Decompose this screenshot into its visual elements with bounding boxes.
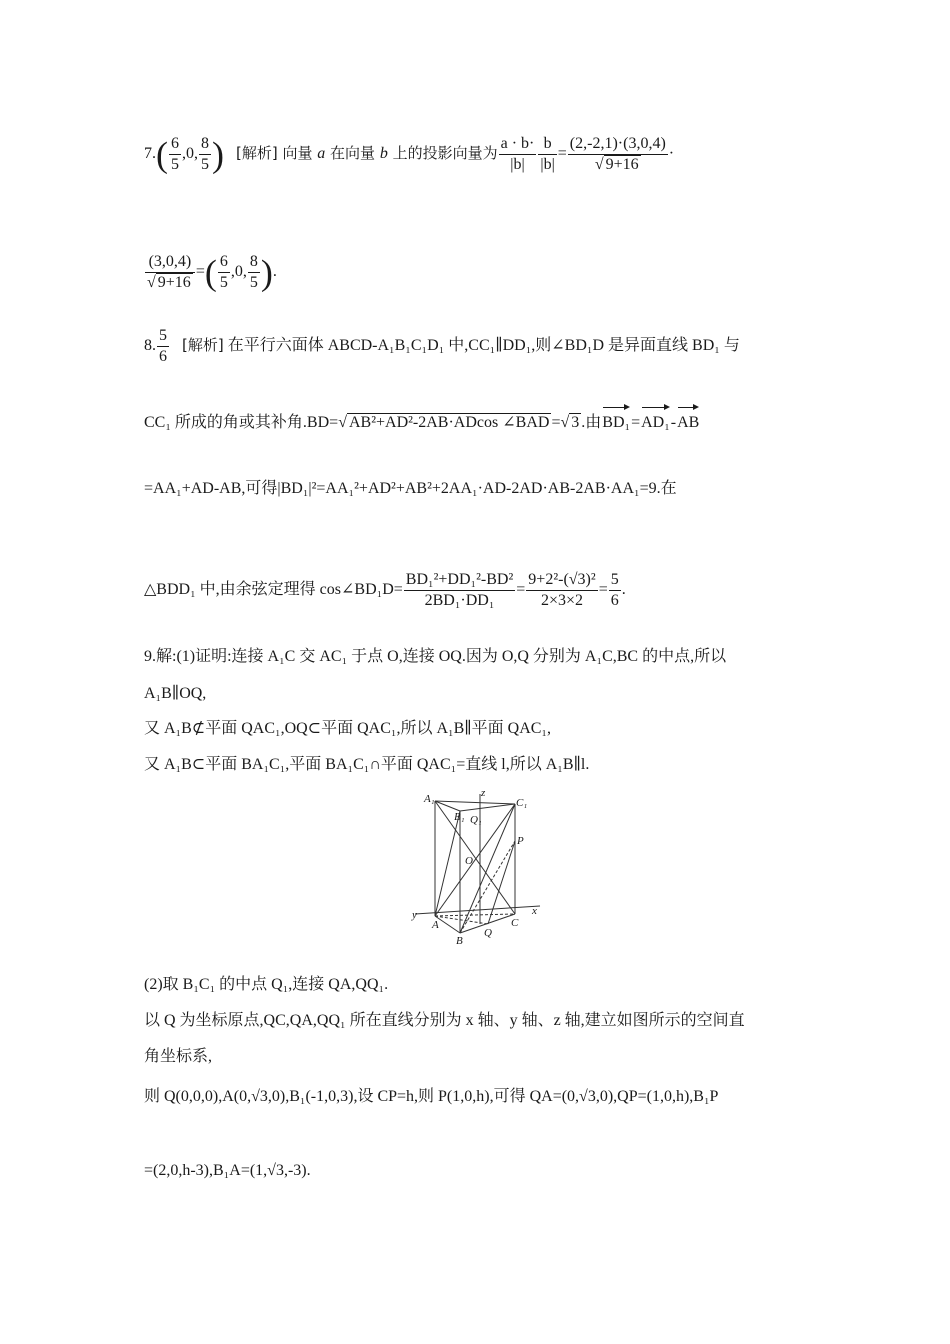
p9-line-8: 则 Q(0,0,0),A(0,√3,0),B₁(-1,0,3),设 CP=h,则 P(1,0,h),可得 QA=(0,√3,0),QP=(1,0,h),B₁P bbox=[144, 1088, 719, 1105]
label-z: z bbox=[481, 787, 486, 799]
p7-result-frac-1: $\frac{6}{5}$ bbox=[219, 253, 228, 291]
p9-line-2: A₁B∥OQ, bbox=[144, 685, 207, 702]
p7-analysis-tag: [解析] bbox=[236, 144, 278, 163]
p8-line-3: =AA₁+AD-AB,可得|BD₁|²=AA₁²+AD²+AB²+2AA₁·AD-2AD·AB-2AB·AA₁=9.在 bbox=[144, 480, 677, 497]
p7-line-1: 7.( $\frac{6}{5}$ ,0, $\frac{8}{5}$ ) [解析] 向量 a 在向量 b 上的投影向量为 $\frac{a \cdot b\cdot}{|b|}$ $\frac{b}{|b|}$ = $\frac{(2,-2,1)\cdot(3,0,4)}{√ 9+16}$ · bbox=[144, 134, 675, 175]
p7-frac-1: $\frac{a \cdot b\cdot}{|b|}$ bbox=[500, 135, 535, 173]
p8-answer-frac: $\frac{5}{6}$ bbox=[159, 327, 167, 365]
label-a: A bbox=[432, 919, 439, 931]
p8-line-2: CC₁ 所成的角或其补角.BD=√ AB²+AD²-2AB·ADcos ∠BAD =√ 3 .由BD₁=AD₁-AB bbox=[144, 404, 700, 434]
p8-line-4: △BDD₁ 中,由余弦定理得 cos∠BD₁D= $\frac{\text{BD₁²+DD₁²-BD²}}{\text{2BD₁·DD₁}}$ = $\frac{\text{9+2²-(√3)²}}{2\times 3\times 2}$ = $\frac{5}{6}$ . bbox=[144, 571, 626, 609]
label-a1: A₁ bbox=[424, 793, 435, 805]
p8-line-1: 8. $\frac{5}{6}$ [解析] 在平行六面体 ABCD-A₁B₁C₁D₁ 中,CC₁∥DD₁,则∠BD₁D 是异面直线 BD₁ 与 bbox=[144, 327, 740, 365]
label-y: y bbox=[412, 909, 417, 921]
p9-line-5: (2)取 B₁C₁ 的中点 Q₁,连接 QA,QQ₁. bbox=[144, 976, 389, 993]
p7-frac-4: $\frac{(3,0,4)}{√ 9+16}$ bbox=[145, 252, 195, 293]
p8-cos-frac-3: $\frac{5}{6}$ bbox=[610, 571, 619, 609]
p9-line-3: 又 A₁B⊄平面 QAC₁,OQ⊂平面 QAC₁,所以 A₁B∥平面 QAC₁, bbox=[144, 720, 552, 737]
p7-line-2: $\frac{(3,0,4)}{√ 9+16}$ =( $\frac{6}{5}$ ,0, $\frac{8}{5}$ ). bbox=[147, 252, 277, 293]
label-c: C bbox=[511, 917, 519, 929]
p9-line-9: =(2,0,h-3),B₁A=(1,√3,-3). bbox=[144, 1162, 311, 1179]
vector-ab: AB bbox=[677, 404, 699, 434]
label-c1: C₁ bbox=[516, 797, 528, 809]
label-o: O bbox=[465, 855, 473, 867]
p8-cos-frac-1: $\frac{\text{BD₁²+DD₁²-BD²}}{\text{2BD₁·DD₁}}$ bbox=[405, 571, 514, 609]
p8-radical: AB²+AD²-2AB·ADcos ∠BAD bbox=[348, 414, 550, 431]
p8-number: 8. bbox=[144, 337, 156, 355]
p9-line-7: 角坐标系, bbox=[144, 1048, 213, 1065]
p7-answer-frac-1: $\frac{6}{5}$ bbox=[171, 135, 179, 173]
label-x: x bbox=[532, 905, 537, 917]
p7-answer-frac-2: $\frac{8}{5}$ bbox=[201, 135, 209, 173]
p9-line-6: 以 Q 为坐标原点,QC,QA,QQ₁ 所在直线分别为 x 轴、y 轴、z 轴,建立如图所示的空间直 bbox=[144, 1012, 745, 1029]
prism-figure bbox=[410, 786, 550, 948]
p7-number: 7. bbox=[144, 145, 156, 163]
p7-frac-3: $\frac{(2,-2,1)\cdot(3,0,4)}{√ 9+16}$ bbox=[569, 135, 666, 173]
label-b: B bbox=[456, 935, 463, 947]
label-b1: B₁ bbox=[454, 811, 465, 823]
label-q1: Q₁ bbox=[470, 814, 482, 826]
vector-ad1: AD₁ bbox=[641, 404, 670, 434]
p8-cos-frac-2: $\frac{\text{9+2²-(√3)²}}{2\times 3\times 2}$ bbox=[528, 571, 596, 609]
p8-analysis-tag: [解析] bbox=[182, 336, 224, 355]
p9-line-4: 又 A₁B⊂平面 BA₁C₁,平面 BA₁C₁∩平面 QAC₁=直线 l,所以 A₁B∥l. bbox=[144, 756, 590, 773]
p7-frac-2: $\frac{b}{|b|}$ bbox=[540, 135, 555, 173]
p7-result-frac-2: $\frac{8}{5}$ bbox=[249, 253, 258, 291]
label-p: P bbox=[517, 835, 524, 847]
label-q: Q bbox=[484, 927, 492, 939]
vector-bd1: BD₁ bbox=[602, 404, 630, 434]
p9-line-1: 9.解:(1)证明:连接 A₁C 交 AC₁ 于点 O,连接 OQ.因为 O,Q 分别为 A₁C,BC 的中点,所以 bbox=[144, 648, 727, 665]
